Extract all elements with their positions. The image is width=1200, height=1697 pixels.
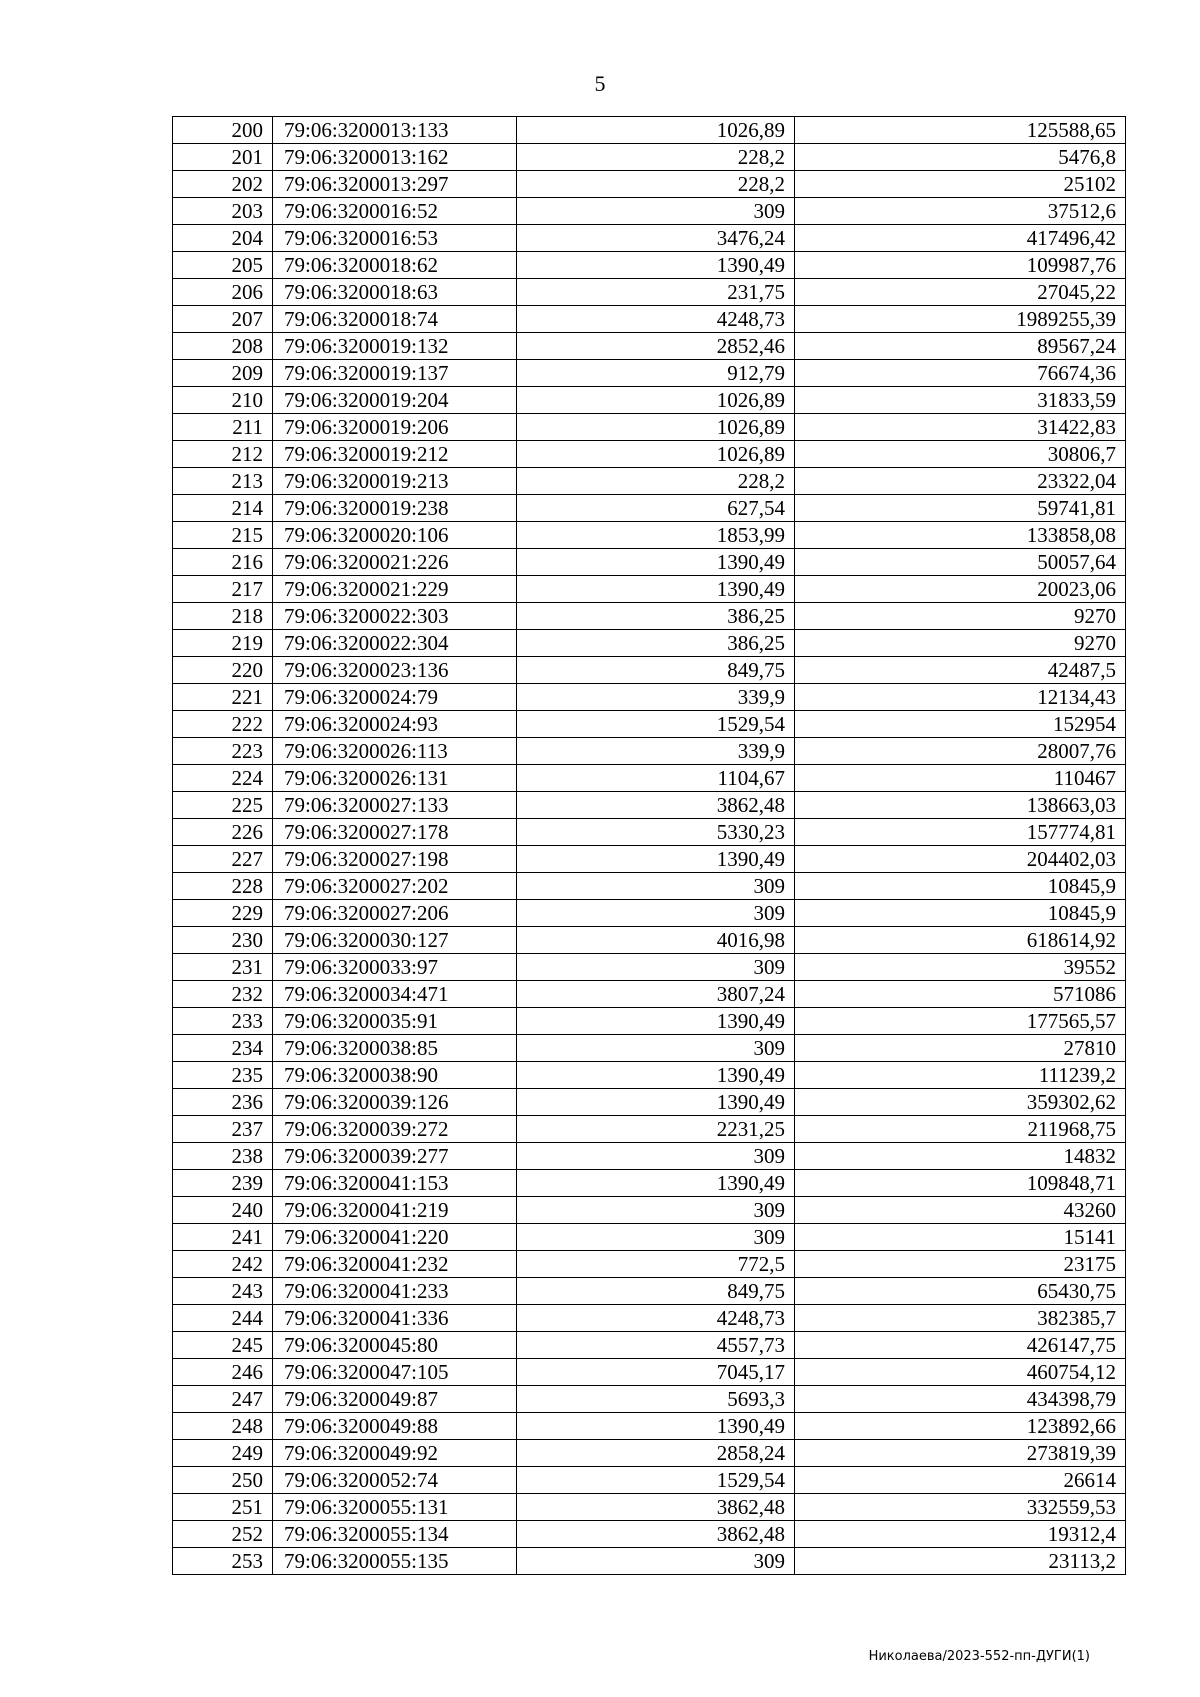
row-number-cell: 251 — [173, 1494, 273, 1521]
cadastral-number-cell: 79:06:3200013:133 — [273, 117, 517, 144]
area-value-cell: 1026,89 — [517, 414, 795, 441]
amount-value-cell: 125588,65 — [795, 117, 1126, 144]
table-row — [173, 738, 1126, 765]
table-row — [173, 873, 1126, 900]
amount-value-cell: 15141 — [795, 1224, 1126, 1251]
amount-value-cell: 10845,9 — [795, 900, 1126, 927]
amount-value-cell: 332559,53 — [795, 1494, 1126, 1521]
row-number-cell: 246 — [173, 1359, 273, 1386]
row-number-cell: 224 — [173, 765, 273, 792]
amount-value-cell: 211968,75 — [795, 1116, 1126, 1143]
area-value-cell: 5693,3 — [517, 1386, 795, 1413]
area-value-cell: 309 — [517, 1035, 795, 1062]
row-number-cell: 236 — [173, 1089, 273, 1116]
cadastral-number-cell: 79:06:3200019:212 — [273, 441, 517, 468]
amount-value-cell: 10845,9 — [795, 873, 1126, 900]
cadastral-number-cell: 79:06:3200021:226 — [273, 549, 517, 576]
table-row — [173, 684, 1126, 711]
area-value-cell: 1529,54 — [517, 711, 795, 738]
area-value-cell: 5330,23 — [517, 819, 795, 846]
row-number-cell: 238 — [173, 1143, 273, 1170]
area-value-cell: 772,5 — [517, 1251, 795, 1278]
area-value-cell: 339,9 — [517, 684, 795, 711]
area-value-cell: 309 — [517, 873, 795, 900]
table-row — [173, 1278, 1126, 1305]
amount-value-cell: 28007,76 — [795, 738, 1126, 765]
amount-value-cell: 109848,71 — [795, 1170, 1126, 1197]
row-number-cell: 201 — [173, 144, 273, 171]
cadastral-number-cell: 79:06:3200045:80 — [273, 1332, 517, 1359]
row-number-cell: 232 — [173, 981, 273, 1008]
cadastral-number-cell: 79:06:3200019:238 — [273, 495, 517, 522]
cadastral-number-cell: 79:06:3200041:219 — [273, 1197, 517, 1224]
cadastral-number-cell: 79:06:3200027:198 — [273, 846, 517, 873]
amount-value-cell: 76674,36 — [795, 360, 1126, 387]
cadastral-number-cell: 79:06:3200034:471 — [273, 981, 517, 1008]
amount-value-cell: 111239,2 — [795, 1062, 1126, 1089]
table-row — [173, 441, 1126, 468]
table-row — [173, 576, 1126, 603]
row-number-cell: 215 — [173, 522, 273, 549]
table-row — [173, 1467, 1126, 1494]
table-row — [173, 1386, 1126, 1413]
cadastral-number-cell: 79:06:3200027:178 — [273, 819, 517, 846]
cadastral-number-cell: 79:06:3200018:74 — [273, 306, 517, 333]
area-value-cell: 3807,24 — [517, 981, 795, 1008]
cadastral-number-cell: 79:06:3200041:232 — [273, 1251, 517, 1278]
cadastral-number-cell: 79:06:3200026:113 — [273, 738, 517, 765]
cadastral-number-cell: 79:06:3200033:97 — [273, 954, 517, 981]
cadastral-number-cell: 79:06:3200041:220 — [273, 1224, 517, 1251]
table-row — [173, 468, 1126, 495]
amount-value-cell: 31422,83 — [795, 414, 1126, 441]
row-number-cell: 252 — [173, 1521, 273, 1548]
area-value-cell: 849,75 — [517, 1278, 795, 1305]
amount-value-cell: 618614,92 — [795, 927, 1126, 954]
table-row — [173, 603, 1126, 630]
row-number-cell: 209 — [173, 360, 273, 387]
amount-value-cell: 9270 — [795, 630, 1126, 657]
area-value-cell: 309 — [517, 900, 795, 927]
row-number-cell: 239 — [173, 1170, 273, 1197]
amount-value-cell: 43260 — [795, 1197, 1126, 1224]
cadastral-number-cell: 79:06:3200039:272 — [273, 1116, 517, 1143]
amount-value-cell: 460754,12 — [795, 1359, 1126, 1386]
row-number-cell: 253 — [173, 1548, 273, 1575]
amount-value-cell: 12134,43 — [795, 684, 1126, 711]
row-number-cell: 213 — [173, 468, 273, 495]
table-row — [173, 927, 1126, 954]
cadastral-number-cell: 79:06:3200019:206 — [273, 414, 517, 441]
area-value-cell: 3862,48 — [517, 792, 795, 819]
amount-value-cell: 23113,2 — [795, 1548, 1126, 1575]
table-row — [173, 657, 1126, 684]
row-number-cell: 223 — [173, 738, 273, 765]
cadastral-number-cell: 79:06:3200024:79 — [273, 684, 517, 711]
cadastral-table — [172, 116, 1126, 1575]
cadastral-number-cell: 79:06:3200049:87 — [273, 1386, 517, 1413]
cadastral-number-cell: 79:06:3200027:133 — [273, 792, 517, 819]
cadastral-number-cell: 79:06:3200049:88 — [273, 1413, 517, 1440]
table-row — [173, 414, 1126, 441]
table-row — [173, 306, 1126, 333]
row-number-cell: 226 — [173, 819, 273, 846]
table-row — [173, 1224, 1126, 1251]
amount-value-cell: 30806,7 — [795, 441, 1126, 468]
area-value-cell: 339,9 — [517, 738, 795, 765]
table-row — [173, 1197, 1126, 1224]
row-number-cell: 243 — [173, 1278, 273, 1305]
row-number-cell: 225 — [173, 792, 273, 819]
table-row — [173, 279, 1126, 306]
cadastral-number-cell: 79:06:3200022:304 — [273, 630, 517, 657]
row-number-cell: 248 — [173, 1413, 273, 1440]
area-value-cell: 1390,49 — [517, 549, 795, 576]
table-row — [173, 1251, 1126, 1278]
cadastral-number-cell: 79:06:3200013:297 — [273, 171, 517, 198]
table-row — [173, 495, 1126, 522]
amount-value-cell: 359302,62 — [795, 1089, 1126, 1116]
area-value-cell: 3862,48 — [517, 1494, 795, 1521]
row-number-cell: 219 — [173, 630, 273, 657]
row-number-cell: 212 — [173, 441, 273, 468]
table-row — [173, 360, 1126, 387]
area-value-cell: 231,75 — [517, 279, 795, 306]
table-row — [173, 522, 1126, 549]
amount-value-cell: 123892,66 — [795, 1413, 1126, 1440]
amount-value-cell: 23175 — [795, 1251, 1126, 1278]
area-value-cell: 1104,67 — [517, 765, 795, 792]
cadastral-number-cell: 79:06:3200019:137 — [273, 360, 517, 387]
table-row — [173, 954, 1126, 981]
cadastral-number-cell: 79:06:3200039:126 — [273, 1089, 517, 1116]
table-row — [173, 1170, 1126, 1197]
cadastral-number-cell: 79:06:3200018:63 — [273, 279, 517, 306]
area-value-cell: 1853,99 — [517, 522, 795, 549]
area-value-cell: 309 — [517, 198, 795, 225]
table-body — [173, 117, 1126, 1575]
row-number-cell: 247 — [173, 1386, 273, 1413]
area-value-cell: 912,79 — [517, 360, 795, 387]
amount-value-cell: 177565,57 — [795, 1008, 1126, 1035]
area-value-cell: 3476,24 — [517, 225, 795, 252]
row-number-cell: 231 — [173, 954, 273, 981]
table-row — [173, 1008, 1126, 1035]
table-row — [173, 225, 1126, 252]
area-value-cell: 2858,24 — [517, 1440, 795, 1467]
cadastral-number-cell: 79:06:3200030:127 — [273, 927, 517, 954]
area-value-cell: 2852,46 — [517, 333, 795, 360]
row-number-cell: 210 — [173, 387, 273, 414]
cadastral-number-cell: 79:06:3200052:74 — [273, 1467, 517, 1494]
table-row — [173, 1359, 1126, 1386]
row-number-cell: 227 — [173, 846, 273, 873]
area-value-cell: 4248,73 — [517, 306, 795, 333]
table-row — [173, 1548, 1126, 1575]
cadastral-number-cell: 79:06:3200018:62 — [273, 252, 517, 279]
area-value-cell: 3862,48 — [517, 1521, 795, 1548]
amount-value-cell: 110467 — [795, 765, 1126, 792]
cadastral-number-cell: 79:06:3200027:206 — [273, 900, 517, 927]
amount-value-cell: 204402,03 — [795, 846, 1126, 873]
cadastral-number-cell: 79:06:3200027:202 — [273, 873, 517, 900]
table-row — [173, 144, 1126, 171]
amount-value-cell: 571086 — [795, 981, 1126, 1008]
cadastral-number-cell: 79:06:3200019:132 — [273, 333, 517, 360]
area-value-cell: 2231,25 — [517, 1116, 795, 1143]
table-row — [173, 846, 1126, 873]
area-value-cell: 386,25 — [517, 630, 795, 657]
table-row — [173, 1332, 1126, 1359]
row-number-cell: 222 — [173, 711, 273, 738]
amount-value-cell: 417496,42 — [795, 225, 1126, 252]
amount-value-cell: 1989255,39 — [795, 306, 1126, 333]
row-number-cell: 207 — [173, 306, 273, 333]
table-row — [173, 549, 1126, 576]
area-value-cell: 7045,17 — [517, 1359, 795, 1386]
amount-value-cell: 152954 — [795, 711, 1126, 738]
row-number-cell: 218 — [173, 603, 273, 630]
table-row — [173, 711, 1126, 738]
amount-value-cell: 133858,08 — [795, 522, 1126, 549]
cadastral-number-cell: 79:06:3200047:105 — [273, 1359, 517, 1386]
area-value-cell: 627,54 — [517, 495, 795, 522]
area-value-cell: 4016,98 — [517, 927, 795, 954]
row-number-cell: 242 — [173, 1251, 273, 1278]
row-number-cell: 237 — [173, 1116, 273, 1143]
amount-value-cell: 27045,22 — [795, 279, 1126, 306]
area-value-cell: 386,25 — [517, 603, 795, 630]
area-value-cell: 1390,49 — [517, 1089, 795, 1116]
cadastral-number-cell: 79:06:3200038:90 — [273, 1062, 517, 1089]
cadastral-number-cell: 79:06:3200022:303 — [273, 603, 517, 630]
row-number-cell: 250 — [173, 1467, 273, 1494]
amount-value-cell: 109987,76 — [795, 252, 1126, 279]
table-row — [173, 630, 1126, 657]
amount-value-cell: 5476,8 — [795, 144, 1126, 171]
area-value-cell: 1390,49 — [517, 846, 795, 873]
table-row — [173, 1413, 1126, 1440]
amount-value-cell: 9270 — [795, 603, 1126, 630]
area-value-cell: 1026,89 — [517, 117, 795, 144]
cadastral-number-cell: 79:06:3200026:131 — [273, 765, 517, 792]
cadastral-number-cell: 79:06:3200016:52 — [273, 198, 517, 225]
cadastral-number-cell: 79:06:3200055:131 — [273, 1494, 517, 1521]
cadastral-number-cell: 79:06:3200019:213 — [273, 468, 517, 495]
row-number-cell: 220 — [173, 657, 273, 684]
row-number-cell: 221 — [173, 684, 273, 711]
row-number-cell: 206 — [173, 279, 273, 306]
cadastral-number-cell: 79:06:3200013:162 — [273, 144, 517, 171]
amount-value-cell: 27810 — [795, 1035, 1126, 1062]
area-value-cell: 1390,49 — [517, 576, 795, 603]
row-number-cell: 204 — [173, 225, 273, 252]
cadastral-number-cell: 79:06:3200016:53 — [273, 225, 517, 252]
row-number-cell: 216 — [173, 549, 273, 576]
cadastral-number-cell: 79:06:3200055:135 — [273, 1548, 517, 1575]
row-number-cell: 230 — [173, 927, 273, 954]
row-number-cell: 234 — [173, 1035, 273, 1062]
table-row — [173, 333, 1126, 360]
table-row — [173, 171, 1126, 198]
area-value-cell: 228,2 — [517, 468, 795, 495]
row-number-cell: 200 — [173, 117, 273, 144]
row-number-cell: 235 — [173, 1062, 273, 1089]
table-row — [173, 387, 1126, 414]
area-value-cell: 1529,54 — [517, 1467, 795, 1494]
area-value-cell: 309 — [517, 1548, 795, 1575]
row-number-cell: 217 — [173, 576, 273, 603]
row-number-cell: 229 — [173, 900, 273, 927]
table-row — [173, 1062, 1126, 1089]
row-number-cell: 214 — [173, 495, 273, 522]
cadastral-number-cell: 79:06:3200021:229 — [273, 576, 517, 603]
amount-value-cell: 273819,39 — [795, 1440, 1126, 1467]
area-value-cell: 1026,89 — [517, 387, 795, 414]
row-number-cell: 240 — [173, 1197, 273, 1224]
table-row — [173, 1035, 1126, 1062]
area-value-cell: 1026,89 — [517, 441, 795, 468]
amount-value-cell: 14832 — [795, 1143, 1126, 1170]
document-footer: Николаева/2023-552-пп-ДУГИ(1) — [868, 1649, 1090, 1664]
row-number-cell: 249 — [173, 1440, 273, 1467]
amount-value-cell: 89567,24 — [795, 333, 1126, 360]
cadastral-number-cell: 79:06:3200019:204 — [273, 387, 517, 414]
row-number-cell: 233 — [173, 1008, 273, 1035]
row-number-cell: 241 — [173, 1224, 273, 1251]
row-number-cell: 208 — [173, 333, 273, 360]
table-row — [173, 819, 1126, 846]
table-row — [173, 198, 1126, 225]
area-value-cell: 309 — [517, 954, 795, 981]
amount-value-cell: 20023,06 — [795, 576, 1126, 603]
table-row — [173, 117, 1126, 144]
amount-value-cell: 65430,75 — [795, 1278, 1126, 1305]
cadastral-number-cell: 79:06:3200055:134 — [273, 1521, 517, 1548]
area-value-cell: 228,2 — [517, 171, 795, 198]
area-value-cell: 4248,73 — [517, 1305, 795, 1332]
cadastral-number-cell: 79:06:3200049:92 — [273, 1440, 517, 1467]
amount-value-cell: 42487,5 — [795, 657, 1126, 684]
amount-value-cell: 39552 — [795, 954, 1126, 981]
table-row — [173, 1440, 1126, 1467]
table-row — [173, 1521, 1126, 1548]
area-value-cell: 1390,49 — [517, 1062, 795, 1089]
table-row — [173, 981, 1126, 1008]
amount-value-cell: 138663,03 — [795, 792, 1126, 819]
cadastral-number-cell: 79:06:3200041:336 — [273, 1305, 517, 1332]
table-row — [173, 1143, 1126, 1170]
amount-value-cell: 426147,75 — [795, 1332, 1126, 1359]
row-number-cell: 202 — [173, 171, 273, 198]
area-value-cell: 1390,49 — [517, 252, 795, 279]
row-number-cell: 244 — [173, 1305, 273, 1332]
table-row — [173, 765, 1126, 792]
cadastral-number-cell: 79:06:3200024:93 — [273, 711, 517, 738]
row-number-cell: 245 — [173, 1332, 273, 1359]
amount-value-cell: 157774,81 — [795, 819, 1126, 846]
cadastral-number-cell: 79:06:3200041:153 — [273, 1170, 517, 1197]
row-number-cell: 203 — [173, 198, 273, 225]
amount-value-cell: 26614 — [795, 1467, 1126, 1494]
amount-value-cell: 37512,6 — [795, 198, 1126, 225]
table-row — [173, 1089, 1126, 1116]
amount-value-cell: 25102 — [795, 171, 1126, 198]
cadastral-number-cell: 79:06:3200020:106 — [273, 522, 517, 549]
amount-value-cell: 382385,7 — [795, 1305, 1126, 1332]
cadastral-number-cell: 79:06:3200039:277 — [273, 1143, 517, 1170]
cadastral-number-cell: 79:06:3200035:91 — [273, 1008, 517, 1035]
cadastral-number-cell: 79:06:3200023:136 — [273, 657, 517, 684]
cadastral-number-cell: 79:06:3200041:233 — [273, 1278, 517, 1305]
area-value-cell: 228,2 — [517, 144, 795, 171]
area-value-cell: 1390,49 — [517, 1008, 795, 1035]
area-value-cell: 1390,49 — [517, 1170, 795, 1197]
area-value-cell: 4557,73 — [517, 1332, 795, 1359]
table-row — [173, 792, 1126, 819]
page-number: 5 — [594, 71, 606, 96]
area-value-cell: 309 — [517, 1224, 795, 1251]
amount-value-cell: 31833,59 — [795, 387, 1126, 414]
row-number-cell: 211 — [173, 414, 273, 441]
table-row — [173, 1494, 1126, 1521]
row-number-cell: 205 — [173, 252, 273, 279]
amount-value-cell: 50057,64 — [795, 549, 1126, 576]
cadastral-number-cell: 79:06:3200038:85 — [273, 1035, 517, 1062]
table-row — [173, 252, 1126, 279]
area-value-cell: 309 — [517, 1197, 795, 1224]
table-row — [173, 1305, 1126, 1332]
amount-value-cell: 23322,04 — [795, 468, 1126, 495]
area-value-cell: 849,75 — [517, 657, 795, 684]
area-value-cell: 309 — [517, 1143, 795, 1170]
row-number-cell: 228 — [173, 873, 273, 900]
amount-value-cell: 59741,81 — [795, 495, 1126, 522]
table-row — [173, 1116, 1126, 1143]
amount-value-cell: 19312,4 — [795, 1521, 1126, 1548]
area-value-cell: 1390,49 — [517, 1413, 795, 1440]
table-row — [173, 900, 1126, 927]
amount-value-cell: 434398,79 — [795, 1386, 1126, 1413]
